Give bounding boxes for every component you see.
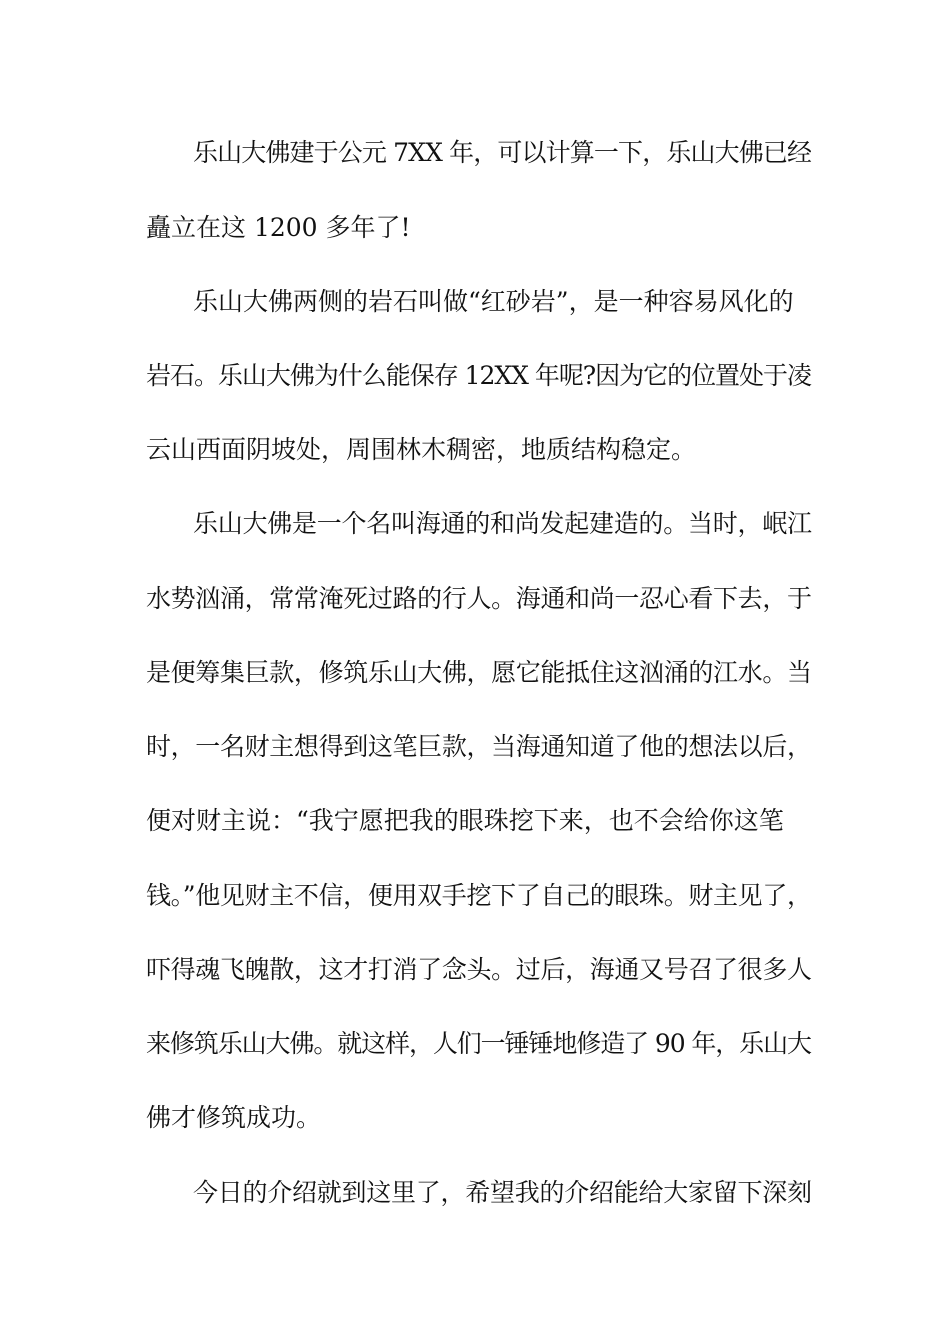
paragraph-3-line-7 <box>0 950 950 990</box>
text-line: 乐山大佛是一个名叫海通的和尚发起建造的。当时，岷江 <box>193 509 812 538</box>
paragraph-3-line-2 <box>0 579 950 619</box>
text-line: 吓得魂飞魄散，这才打消了念头。过后，海通又号召了很多人 <box>146 955 812 984</box>
paragraph-3-line-5 <box>0 801 950 841</box>
text-line: 钱。”他见财主不信，便用双手挖下了自己的眼珠。财主见了， <box>146 881 812 910</box>
paragraph-4-line-1 <box>0 1173 950 1213</box>
paragraph-3-line-9 <box>0 1098 950 1138</box>
text-line: 来修筑乐山大佛。就这样，人们一锤锤地修造了 90 年，乐山大 <box>146 1029 811 1058</box>
paragraph-1-line-2 <box>0 208 950 248</box>
text-line: 水势汹涌，常常淹死过路的行人。海通和尚一忍心看下去，于 <box>146 584 812 613</box>
paragraph-3-line-8 <box>0 1024 950 1064</box>
text-line: 岩石。乐山大佛为什么能保存 12XX 年呢?因为它的位置处于凌 <box>146 361 811 390</box>
text-line: 今日的介绍就到这里了，希望我的介绍能给大家留下深刻 <box>193 1178 812 1207</box>
text-line: 佛才修筑成功。 <box>146 1103 322 1132</box>
paragraph-3-line-1 <box>0 504 950 544</box>
text-line: 乐山大佛建于公元 7XX 年，可以计算一下，乐山大佛已经 <box>193 138 812 167</box>
paragraph-1-line-1 <box>0 133 950 173</box>
paragraph-3-line-3 <box>0 653 950 693</box>
paragraph-2-line-1 <box>0 282 950 322</box>
text-line: 云山西面阴坡处，周围林木稠密，地质结构稳定。 <box>146 435 697 464</box>
text-line: 便对财主说：“我宁愿把我的眼珠挖下来，也不会给你这笔 <box>146 806 784 835</box>
paragraph-3-line-4 <box>0 727 950 767</box>
text-line: 时，一名财主想得到这笔巨款，当海通知道了他的想法以后， <box>146 732 812 761</box>
text-line: 是便筹集巨款，修筑乐山大佛，愿它能抵住这汹涌的江水。当 <box>146 658 812 687</box>
text-line: 乐山大佛两侧的岩石叫做“红砂岩”，是一种容易风化的 <box>193 287 794 316</box>
paragraph-2-line-2 <box>0 356 950 396</box>
text-line: 矗立在这 1200 多年了! <box>146 213 411 242</box>
paragraph-2-line-3 <box>0 430 950 470</box>
paragraph-3-line-6 <box>0 876 950 916</box>
